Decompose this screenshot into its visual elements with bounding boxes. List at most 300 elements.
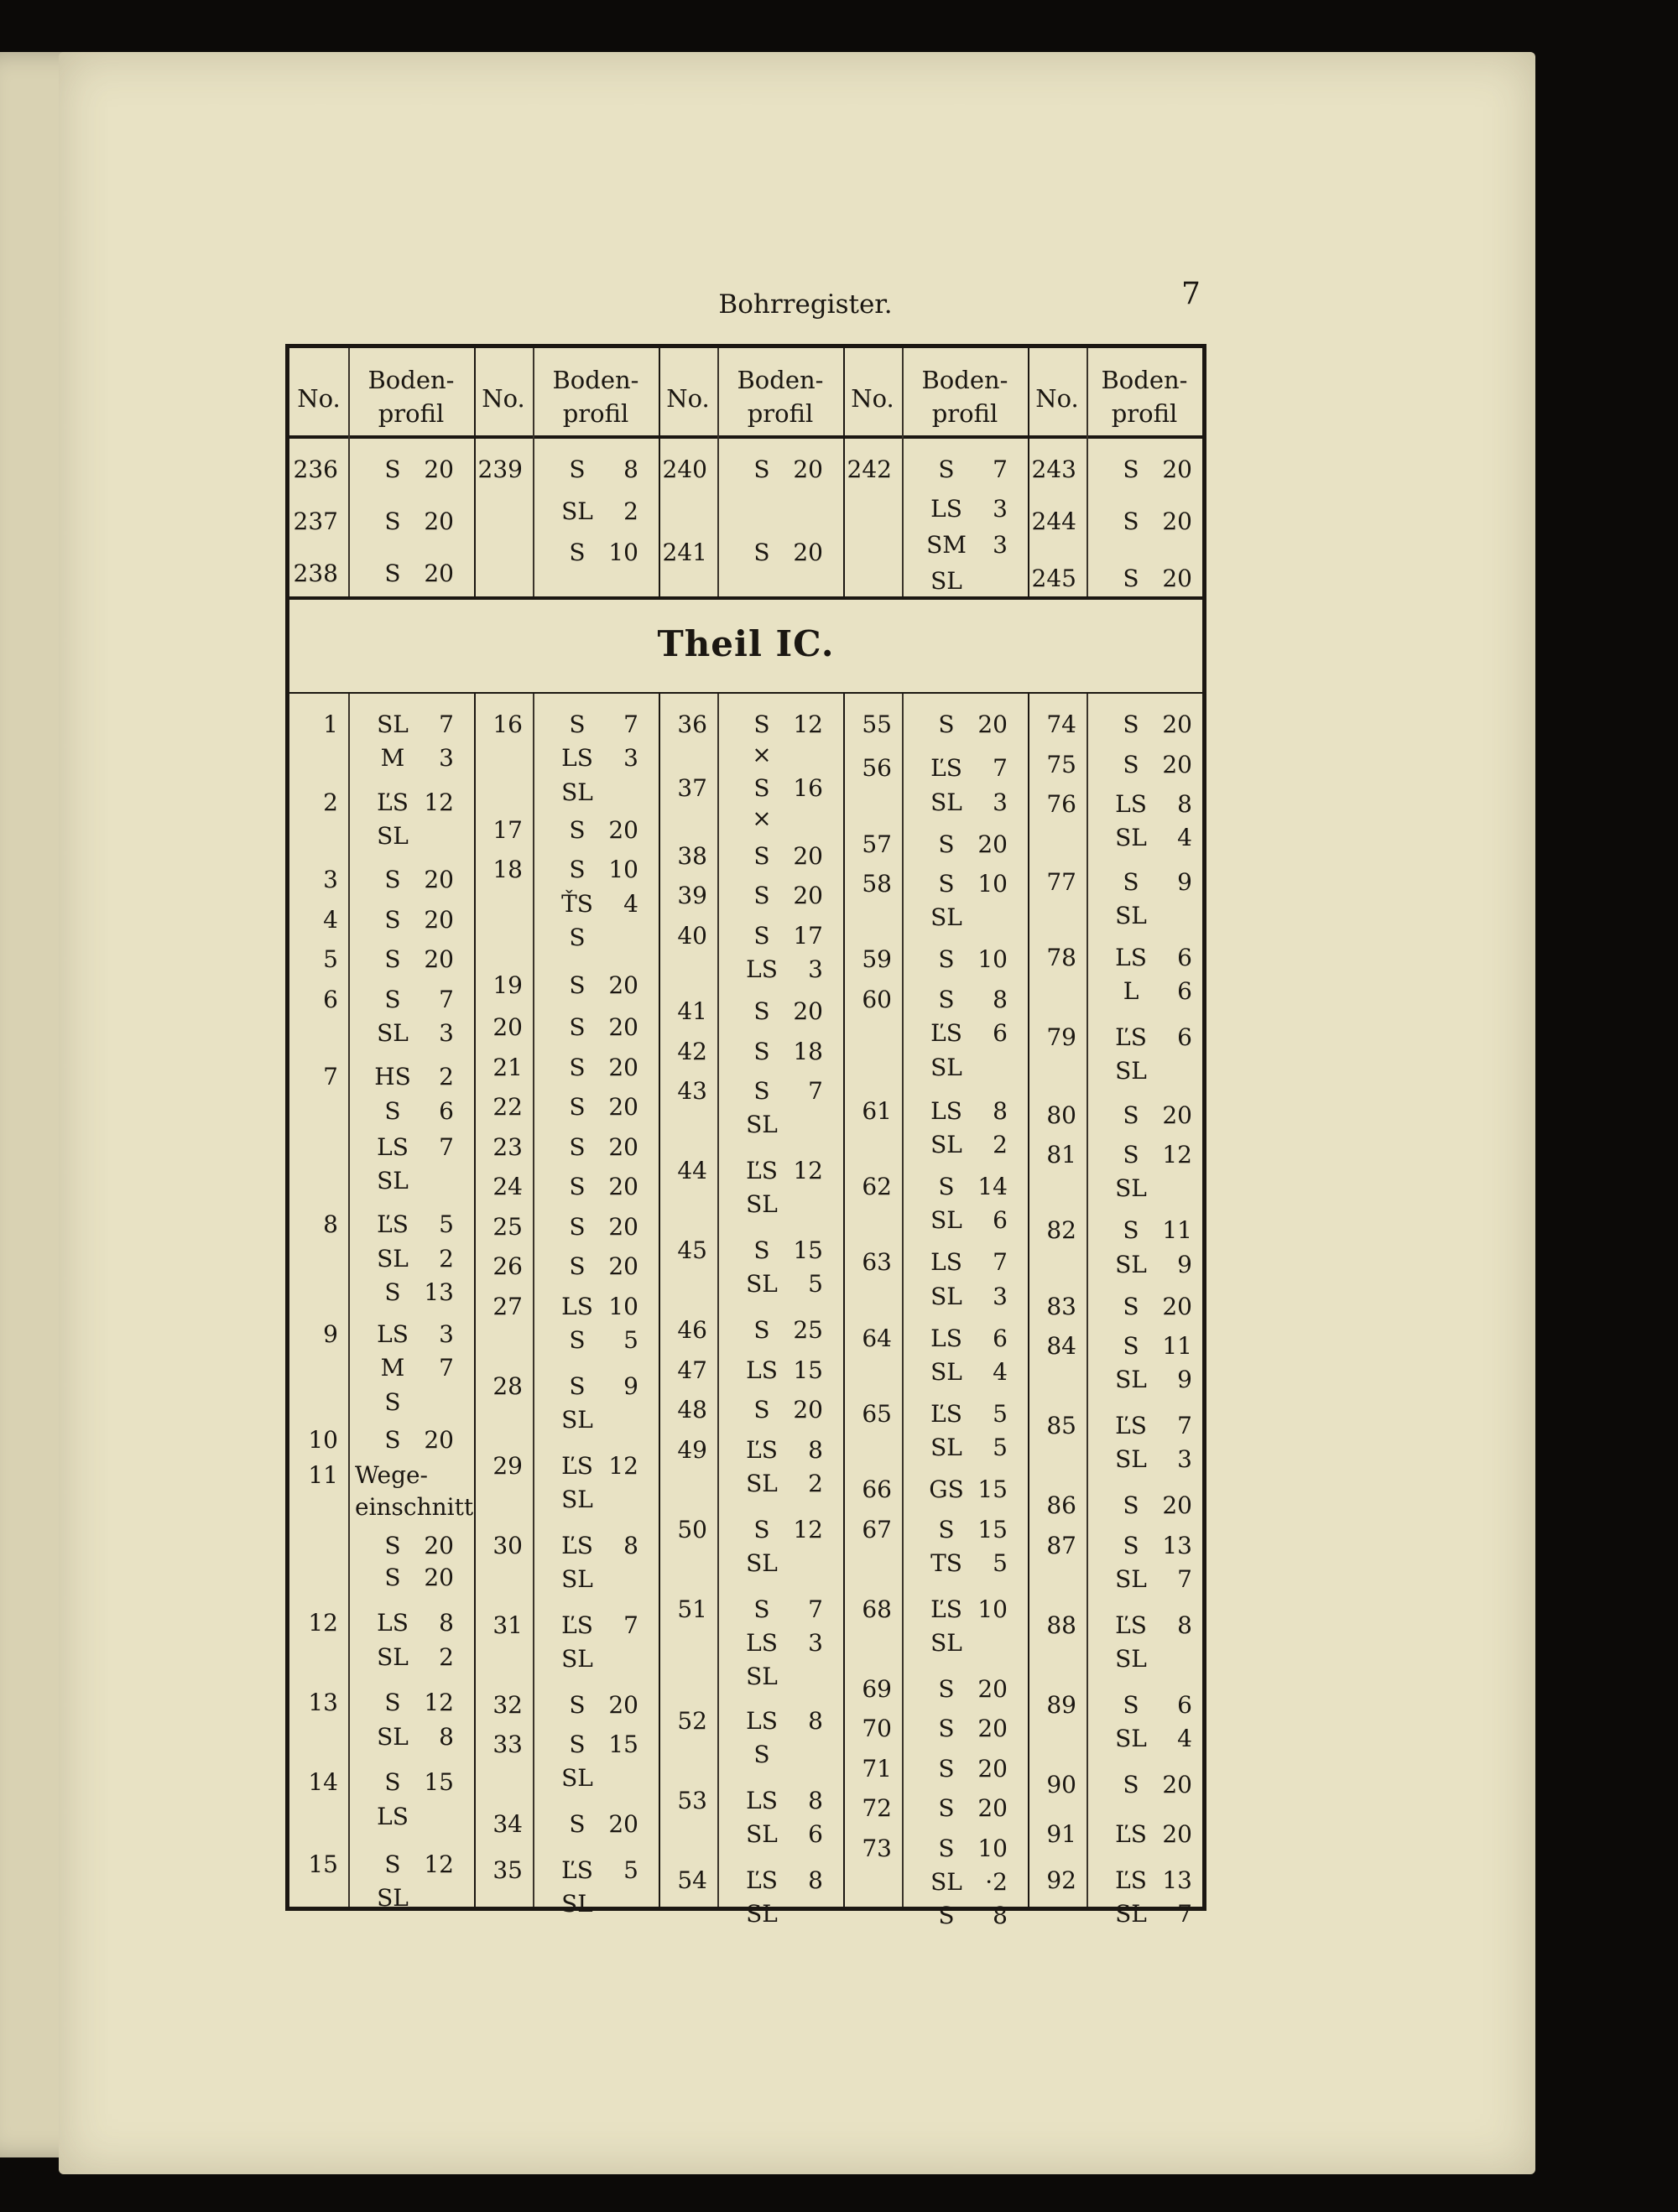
entry-number: 19 bbox=[492, 971, 523, 1000]
soil-profile bbox=[365, 1388, 466, 1417]
depth-value: 20 bbox=[608, 1212, 638, 1241]
soil-profile bbox=[1103, 1332, 1204, 1361]
depth-value: 20 bbox=[424, 1531, 454, 1559]
soil-profile bbox=[550, 1054, 650, 1082]
soil-profile bbox=[365, 822, 466, 851]
soil-profile bbox=[919, 1131, 1019, 1159]
depth-value: 6 bbox=[808, 1819, 823, 1848]
soil-profile bbox=[919, 1476, 1019, 1504]
soil-profile bbox=[734, 1595, 835, 1624]
soil-type: S bbox=[753, 455, 770, 483]
soil-profile bbox=[1103, 1820, 1204, 1849]
soil-profile bbox=[550, 497, 650, 526]
soil-type: S bbox=[753, 921, 770, 950]
soil-type: S bbox=[569, 1093, 586, 1121]
entry-number: 77 bbox=[1046, 867, 1076, 896]
entry-number: 1 bbox=[323, 710, 338, 738]
soil-profile bbox=[550, 744, 650, 773]
entry-number: 46 bbox=[677, 1316, 707, 1344]
soil-profile bbox=[734, 1236, 835, 1265]
depth-value: 10 bbox=[977, 1834, 1008, 1862]
soil-type: S bbox=[384, 1563, 401, 1591]
soil-profile bbox=[919, 1835, 1019, 1863]
depth-value: 4 bbox=[623, 889, 638, 918]
soil-type: S bbox=[384, 1425, 401, 1454]
soil-profile bbox=[919, 1755, 1019, 1783]
depth-value: 5 bbox=[808, 1270, 823, 1299]
soil-profile bbox=[734, 1190, 835, 1219]
soil-profile bbox=[919, 986, 1019, 1014]
soil-profile bbox=[919, 567, 1019, 596]
entry-number: 29 bbox=[492, 1451, 523, 1480]
soil-type: SL bbox=[930, 1282, 962, 1310]
soil-profile bbox=[919, 1325, 1019, 1353]
depth-value: 7 bbox=[993, 455, 1008, 483]
running-header: Bohrregister. bbox=[718, 289, 893, 320]
depth-value: 10 bbox=[977, 1595, 1008, 1623]
soil-profile bbox=[1103, 1101, 1204, 1130]
soil-type: ĽS bbox=[561, 1855, 593, 1884]
soil-type: S bbox=[1123, 455, 1139, 483]
depth-value: 8 bbox=[1177, 1611, 1192, 1639]
entry-number: 7 bbox=[323, 1063, 338, 1091]
depth-value: 20 bbox=[1162, 750, 1192, 778]
depth-value: 17 bbox=[793, 921, 823, 950]
entry-number: 20 bbox=[492, 1013, 523, 1041]
depth-value: 20 bbox=[608, 1013, 638, 1041]
soil-type: S bbox=[1123, 565, 1139, 593]
soil-type: ĽS bbox=[746, 1157, 778, 1184]
header-profile-line2: profil bbox=[1111, 399, 1178, 428]
depth-value: 8 bbox=[439, 1722, 454, 1751]
entry-number: 25 bbox=[492, 1212, 523, 1241]
soil-profile bbox=[365, 1210, 466, 1239]
depth-value: 13 bbox=[1162, 1866, 1192, 1894]
depth-value: 6 bbox=[993, 1206, 1008, 1235]
soil-type: SL bbox=[930, 788, 962, 816]
soil-type: S bbox=[753, 1077, 770, 1105]
depth-value: 7 bbox=[808, 1595, 823, 1623]
entry-number: 87 bbox=[1046, 1531, 1076, 1559]
depth-value: 8 bbox=[623, 1531, 638, 1559]
depth-value: 15 bbox=[977, 1515, 1008, 1543]
entry-number: 23 bbox=[492, 1132, 523, 1161]
soil-type: S bbox=[1123, 1690, 1139, 1719]
soil-type: ĽS bbox=[746, 1435, 778, 1464]
entry-number: 64 bbox=[862, 1324, 892, 1352]
soil-profile bbox=[365, 1850, 466, 1879]
depth-value: 20 bbox=[1162, 1101, 1192, 1129]
depth-value: 7 bbox=[1177, 1564, 1192, 1593]
soil-type: S bbox=[938, 1173, 955, 1200]
soil-type: × bbox=[752, 740, 772, 768]
soil-type: SL bbox=[746, 1899, 778, 1928]
depth-value: 8 bbox=[993, 985, 1008, 1013]
soil-profile bbox=[365, 710, 466, 739]
soil-profile bbox=[1103, 1491, 1204, 1520]
depth-value: 4 bbox=[993, 1357, 1008, 1386]
depth-value: 20 bbox=[1162, 507, 1192, 535]
soil-profile bbox=[365, 1689, 466, 1717]
column-rule bbox=[1087, 348, 1088, 596]
soil-profile bbox=[734, 1436, 835, 1465]
soil-profile bbox=[365, 1063, 466, 1091]
entry-number: 12 bbox=[308, 1609, 338, 1637]
depth-value: 3 bbox=[439, 1319, 454, 1348]
entry-number: 47 bbox=[677, 1356, 707, 1384]
entry-number: 82 bbox=[1046, 1216, 1076, 1245]
soil-profile bbox=[365, 986, 466, 1014]
soil-profile bbox=[919, 1358, 1019, 1387]
entry-number: 28 bbox=[492, 1371, 523, 1400]
depth-value: 20 bbox=[793, 997, 823, 1025]
entry-number: 6 bbox=[323, 985, 338, 1013]
soil-type: S bbox=[938, 710, 955, 738]
soil-profile bbox=[550, 816, 650, 845]
entry-number: 86 bbox=[1046, 1491, 1076, 1519]
entry-number: 42 bbox=[677, 1037, 707, 1065]
depth-value: 7 bbox=[993, 1248, 1008, 1277]
entry-number: 244 bbox=[1031, 507, 1076, 535]
depth-value: 9 bbox=[1177, 867, 1192, 896]
column-rule bbox=[902, 348, 904, 596]
depth-value: 20 bbox=[1162, 1819, 1192, 1848]
soil-type: S bbox=[938, 945, 955, 974]
soil-type: SL bbox=[377, 1166, 409, 1194]
soil-type: SL bbox=[377, 710, 409, 738]
soil-type: LS bbox=[746, 955, 778, 984]
entry-number: 69 bbox=[862, 1674, 892, 1703]
soil-profile bbox=[365, 507, 466, 536]
soil-type: SL bbox=[930, 903, 962, 932]
soil-profile bbox=[734, 1663, 835, 1691]
soil-type: S bbox=[753, 539, 770, 567]
entry-number: 238 bbox=[293, 560, 338, 587]
soil-type: LS bbox=[746, 1706, 778, 1735]
header-no: No. bbox=[1035, 384, 1079, 413]
depth-value: 20 bbox=[608, 971, 638, 1000]
soil-profile bbox=[550, 1372, 650, 1401]
section-rule bbox=[289, 692, 1202, 694]
soil-type: S bbox=[569, 1325, 586, 1354]
soil-type: ĽS bbox=[1115, 1866, 1147, 1894]
depth-value: 11 bbox=[1162, 1332, 1192, 1360]
depth-value: 20 bbox=[977, 1794, 1008, 1822]
soil-profile bbox=[919, 1595, 1019, 1624]
soil-profile bbox=[1103, 1725, 1204, 1753]
depth-value: 3 bbox=[439, 1019, 454, 1048]
soil-type: S bbox=[938, 1674, 955, 1703]
header-no: No. bbox=[851, 384, 894, 413]
entry-number: 33 bbox=[492, 1731, 523, 1758]
entry-number: 39 bbox=[677, 882, 707, 910]
soil-profile bbox=[734, 1470, 835, 1498]
soil-type: S bbox=[1123, 1770, 1139, 1798]
top-block-rule bbox=[289, 596, 1202, 600]
soil-profile bbox=[550, 1133, 650, 1162]
soil-profile bbox=[734, 842, 835, 871]
soil-type: ĽS bbox=[1115, 1611, 1147, 1639]
soil-profile bbox=[365, 1609, 466, 1637]
soil-profile bbox=[734, 1157, 835, 1185]
soil-type: SL bbox=[377, 1244, 409, 1273]
soil-type: S bbox=[938, 1515, 955, 1543]
soil-profile bbox=[919, 1173, 1019, 1201]
soil-profile bbox=[1103, 507, 1204, 536]
soil-type: S bbox=[753, 1396, 770, 1423]
depth-value: 6 bbox=[993, 1324, 1008, 1352]
soil-profile bbox=[365, 1354, 466, 1382]
entry-number: 60 bbox=[862, 985, 892, 1013]
soil-profile bbox=[365, 1019, 466, 1048]
depth-value: 20 bbox=[1162, 1491, 1192, 1519]
entry-number: 78 bbox=[1046, 943, 1076, 971]
depth-value: 9 bbox=[1177, 1366, 1192, 1394]
entry-number: 31 bbox=[492, 1611, 523, 1639]
soil-type: SL bbox=[1115, 1445, 1147, 1474]
header-profile-line2: profil bbox=[562, 399, 629, 428]
soil-type: SL bbox=[1115, 1724, 1147, 1752]
soil-type: S bbox=[569, 1013, 586, 1041]
soil-profile bbox=[550, 971, 650, 1000]
soil-type: SL bbox=[561, 1564, 593, 1593]
depth-value: 15 bbox=[977, 1476, 1008, 1503]
soil-profile bbox=[919, 1097, 1019, 1126]
column-rule bbox=[902, 694, 904, 1907]
soil-type: SL bbox=[1115, 1644, 1147, 1673]
soil-profile bbox=[550, 1326, 650, 1355]
soil-type: S bbox=[569, 924, 586, 952]
soil-type: ĽS bbox=[561, 1611, 593, 1639]
entry-number: 15 bbox=[308, 1850, 338, 1878]
soil-type: SL bbox=[1115, 902, 1147, 929]
soil-profile bbox=[919, 1675, 1019, 1704]
soil-type: SL bbox=[1115, 1899, 1147, 1928]
soil-profile bbox=[550, 1252, 650, 1281]
soil-type: S bbox=[384, 1278, 401, 1306]
depth-value: 15 bbox=[793, 1236, 823, 1264]
entry-number: 75 bbox=[1046, 750, 1076, 778]
entry-number: 236 bbox=[293, 455, 338, 483]
soil-profile bbox=[919, 1868, 1019, 1897]
soil-type: S bbox=[1123, 1491, 1139, 1519]
soil-type: S bbox=[569, 856, 586, 884]
soil-profile bbox=[919, 754, 1019, 783]
column-rule bbox=[348, 694, 350, 1907]
soil-type: S bbox=[384, 985, 401, 1013]
depth-value: 20 bbox=[608, 1690, 638, 1719]
depth-value: 20 bbox=[977, 1715, 1008, 1742]
entry-number: 34 bbox=[492, 1810, 523, 1838]
depth-value: 4 bbox=[1177, 1724, 1192, 1752]
depth-value: 20 bbox=[608, 1173, 638, 1200]
page-number: 7 bbox=[1181, 277, 1201, 311]
depth-value: 20 bbox=[977, 830, 1008, 858]
soil-profile bbox=[734, 1516, 835, 1544]
soil-profile bbox=[365, 1278, 466, 1307]
entry-number: 71 bbox=[862, 1754, 892, 1783]
soil-profile bbox=[1103, 1532, 1204, 1560]
soil-profile bbox=[550, 1691, 650, 1720]
depth-value: 3 bbox=[439, 744, 454, 773]
soil-type: S bbox=[753, 1595, 770, 1623]
entry-number: 3 bbox=[323, 866, 338, 894]
depth-value: 8 bbox=[808, 1866, 823, 1894]
entry-number: 48 bbox=[677, 1396, 707, 1423]
soil-type: LS bbox=[930, 1248, 962, 1277]
entry-number: 2 bbox=[323, 788, 338, 816]
soil-type: ĽS bbox=[377, 1210, 409, 1239]
entry-number: 8 bbox=[323, 1210, 338, 1239]
soil-profile bbox=[550, 1406, 650, 1434]
depth-value: 20 bbox=[793, 455, 823, 483]
soil-profile bbox=[550, 455, 650, 484]
depth-value: 13 bbox=[1162, 1531, 1192, 1559]
soil-profile bbox=[919, 455, 1019, 484]
soil-type: ĽS bbox=[1115, 1023, 1147, 1051]
soil-profile bbox=[550, 1213, 650, 1241]
soil-type: S bbox=[384, 507, 401, 535]
soil-profile bbox=[1103, 1293, 1204, 1321]
soil-profile bbox=[919, 945, 1019, 974]
soil-type: SL bbox=[1115, 824, 1147, 852]
entry-number: 81 bbox=[1046, 1141, 1076, 1168]
column-rule bbox=[717, 348, 719, 596]
soil-profile bbox=[550, 1810, 650, 1839]
depth-value: 5 bbox=[993, 1399, 1008, 1428]
soil-type: S bbox=[938, 455, 955, 483]
soil-type: SL bbox=[930, 1206, 962, 1235]
entry-number: 51 bbox=[677, 1595, 707, 1623]
soil-profile bbox=[1103, 1366, 1204, 1394]
soil-profile bbox=[734, 710, 835, 739]
entry-number: 57 bbox=[862, 830, 892, 858]
entry-number: 241 bbox=[662, 539, 707, 567]
soil-type: S bbox=[569, 710, 586, 738]
depth-value: 3 bbox=[808, 955, 823, 984]
soil-type: S bbox=[569, 1690, 586, 1719]
entry-number: 74 bbox=[1046, 710, 1076, 738]
soil-type: SL bbox=[561, 1485, 593, 1513]
soil-type: SL bbox=[930, 1434, 962, 1462]
soil-profile bbox=[734, 1356, 835, 1385]
soil-profile bbox=[365, 1532, 466, 1560]
depth-value: 20 bbox=[608, 1053, 638, 1081]
soil-profile bbox=[550, 1764, 650, 1793]
soil-profile bbox=[734, 1038, 835, 1066]
soil-type: LS bbox=[561, 1292, 593, 1320]
depth-value: 20 bbox=[424, 1563, 454, 1591]
soil-profile bbox=[550, 890, 650, 919]
depth-value: 8 bbox=[808, 1786, 823, 1814]
soil-type: SL bbox=[930, 1867, 962, 1896]
soil-type: S bbox=[569, 1810, 586, 1838]
soil-type: ĽS bbox=[930, 754, 962, 783]
soil-type: S bbox=[753, 1515, 770, 1543]
soil-profile bbox=[365, 1643, 466, 1672]
soil-type: SL bbox=[561, 1405, 593, 1434]
soil-profile bbox=[550, 1611, 650, 1640]
depth-value: 10 bbox=[977, 945, 1008, 974]
soil-profile bbox=[550, 1856, 650, 1885]
soil-type: SL bbox=[1115, 1366, 1147, 1394]
soil-profile bbox=[734, 774, 835, 803]
entry-number: 50 bbox=[677, 1515, 707, 1543]
column-rule bbox=[1087, 694, 1088, 1907]
soil-profile bbox=[1103, 1611, 1204, 1640]
depth-value: 12 bbox=[608, 1451, 638, 1480]
soil-type: SL bbox=[1115, 1057, 1147, 1085]
soil-profile bbox=[919, 1549, 1019, 1578]
soil-type: SL bbox=[1115, 1174, 1147, 1203]
entry-number: 242 bbox=[847, 455, 892, 483]
soil-profile bbox=[1103, 1174, 1204, 1203]
depth-value: 5 bbox=[439, 1210, 454, 1239]
soil-type: TS bbox=[930, 1548, 962, 1577]
entry-number: 72 bbox=[862, 1794, 892, 1822]
soil-type: S bbox=[384, 1689, 401, 1717]
soil-profile bbox=[365, 1768, 466, 1797]
soil-type: LS bbox=[561, 744, 593, 773]
soil-type: S bbox=[753, 710, 770, 738]
soil-profile bbox=[1103, 1771, 1204, 1799]
soil-profile bbox=[550, 539, 650, 567]
soil-type: S bbox=[1123, 1216, 1139, 1245]
entry-number: 56 bbox=[862, 754, 892, 783]
soil-type: SL bbox=[377, 1722, 409, 1751]
soil-profile bbox=[919, 1434, 1019, 1462]
soil-type: S bbox=[1123, 1101, 1139, 1129]
entry-number: 54 bbox=[677, 1866, 707, 1894]
soil-type: LS bbox=[377, 1802, 409, 1830]
depth-value: 15 bbox=[608, 1731, 638, 1758]
column-rule bbox=[717, 694, 719, 1907]
section-title: Theil IC. bbox=[657, 623, 835, 664]
entry-number: 52 bbox=[677, 1706, 707, 1735]
entry-number: 68 bbox=[862, 1595, 892, 1623]
soil-type: ĽS bbox=[930, 1019, 962, 1048]
soil-type: ĽS bbox=[1115, 1819, 1147, 1848]
soil-type: LS bbox=[1115, 790, 1147, 818]
soil-type: S bbox=[753, 774, 770, 802]
soil-profile bbox=[734, 804, 835, 833]
depth-value: ·2 bbox=[985, 1867, 1008, 1896]
soil-profile bbox=[1103, 1216, 1204, 1245]
depth-value: 7 bbox=[1177, 1899, 1192, 1928]
column-rule bbox=[348, 348, 350, 596]
header-profile-line2: profil bbox=[378, 399, 445, 428]
depth-value: 7 bbox=[439, 1354, 454, 1382]
soil-profile bbox=[365, 789, 466, 817]
soil-type: S bbox=[938, 870, 955, 898]
entry-number: 80 bbox=[1046, 1101, 1076, 1129]
entry-number: 13 bbox=[308, 1689, 338, 1717]
depth-value: 7 bbox=[623, 710, 638, 738]
soil-type: S bbox=[569, 971, 586, 1000]
soil-type: LS bbox=[930, 1096, 962, 1125]
depth-value: 20 bbox=[608, 1132, 638, 1161]
soil-profile bbox=[365, 945, 466, 974]
depth-value: 2 bbox=[439, 1063, 454, 1091]
depth-value: 8 bbox=[993, 1902, 1008, 1930]
entry-number: 21 bbox=[492, 1053, 523, 1081]
soil-profile bbox=[550, 1093, 650, 1122]
soil-profile bbox=[365, 1167, 466, 1195]
entry-number: 92 bbox=[1046, 1866, 1076, 1894]
depth-value: 7 bbox=[623, 1611, 638, 1639]
soil-type: S bbox=[569, 1173, 586, 1200]
soil-profile bbox=[550, 1486, 650, 1514]
